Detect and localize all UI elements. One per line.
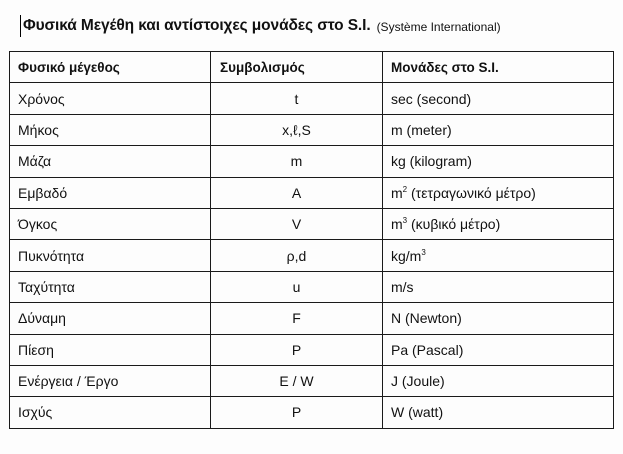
cell-symbol: t (211, 83, 383, 114)
table-row (10, 208, 614, 239)
table-row (10, 83, 614, 114)
cell-quantity: Ισχύς (10, 397, 211, 428)
title-row (20, 13, 501, 39)
unit-name: (κυβικό μέτρο) (407, 216, 501, 233)
cell-unit: Pa (Pascal) (383, 334, 614, 365)
unit-base: m (391, 216, 403, 233)
page-subtitle: (Système International) (376, 20, 501, 34)
table-body (10, 83, 614, 428)
cell-symbol: P (211, 334, 383, 365)
cell-unit: m (meter) (383, 114, 614, 145)
unit-exponent: 3 (402, 216, 408, 226)
cell-quantity: Ενέργεια / Έργο (10, 365, 211, 396)
unit-exponent: 3 (421, 247, 426, 257)
unit-base: m (391, 184, 403, 201)
table-row (10, 114, 614, 145)
table-row (10, 146, 614, 177)
unit-name: (τετραγωνικό μέτρο) (407, 184, 536, 201)
cell-symbol: x,ℓ,S (211, 114, 383, 145)
cell-symbol: P (211, 397, 383, 428)
page-title: Φυσικά Μεγέθη και αντίστοιχες μονάδες στο S.I. (23, 17, 371, 34)
cell-quantity: Ταχύτητα (10, 271, 211, 302)
text-cursor (20, 15, 21, 37)
cell-symbol: u (211, 271, 383, 302)
table-row (10, 334, 614, 365)
cell-unit (383, 240, 614, 271)
table-row (10, 240, 614, 271)
cell-quantity: Πυκνότητα (10, 240, 211, 271)
unit-exponent: 2 (402, 184, 408, 194)
cell-unit: W (watt) (383, 397, 614, 428)
cell-unit (383, 208, 614, 239)
table-row (10, 271, 614, 302)
cell-unit: m/s (383, 271, 614, 302)
header-quantity: Φυσικό μέγεθος (10, 52, 211, 83)
cell-symbol: V (211, 208, 383, 239)
header-unit: Μονάδες στο S.I. (383, 52, 614, 83)
cell-quantity: Χρόνος (10, 83, 211, 114)
cell-quantity: Εμβαδό (10, 177, 211, 208)
si-units-table (9, 51, 614, 429)
cell-symbol: E / W (211, 365, 383, 396)
cell-unit (383, 177, 614, 208)
cell-unit: N (Newton) (383, 303, 614, 334)
unit-base: kg/m (391, 247, 422, 264)
cell-quantity: Πίεση (10, 334, 211, 365)
table-row (10, 177, 614, 208)
cell-symbol: F (211, 303, 383, 334)
table-row (10, 303, 614, 334)
cell-unit: J (Joule) (383, 365, 614, 396)
cell-symbol: ρ,d (211, 240, 383, 271)
cell-quantity: Μάζα (10, 146, 211, 177)
cell-quantity: Μήκος (10, 114, 211, 145)
table-row (10, 397, 614, 428)
cell-unit: kg (kilogram) (383, 146, 614, 177)
cell-unit: sec (second) (383, 83, 614, 114)
table-header-row (10, 52, 614, 83)
cell-symbol: A (211, 177, 383, 208)
cell-quantity: Όγκος (10, 208, 211, 239)
cell-symbol: m (211, 146, 383, 177)
table-row (10, 365, 614, 396)
cell-quantity: Δύναμη (10, 303, 211, 334)
header-symbol: Συμβολισμός (211, 52, 383, 83)
